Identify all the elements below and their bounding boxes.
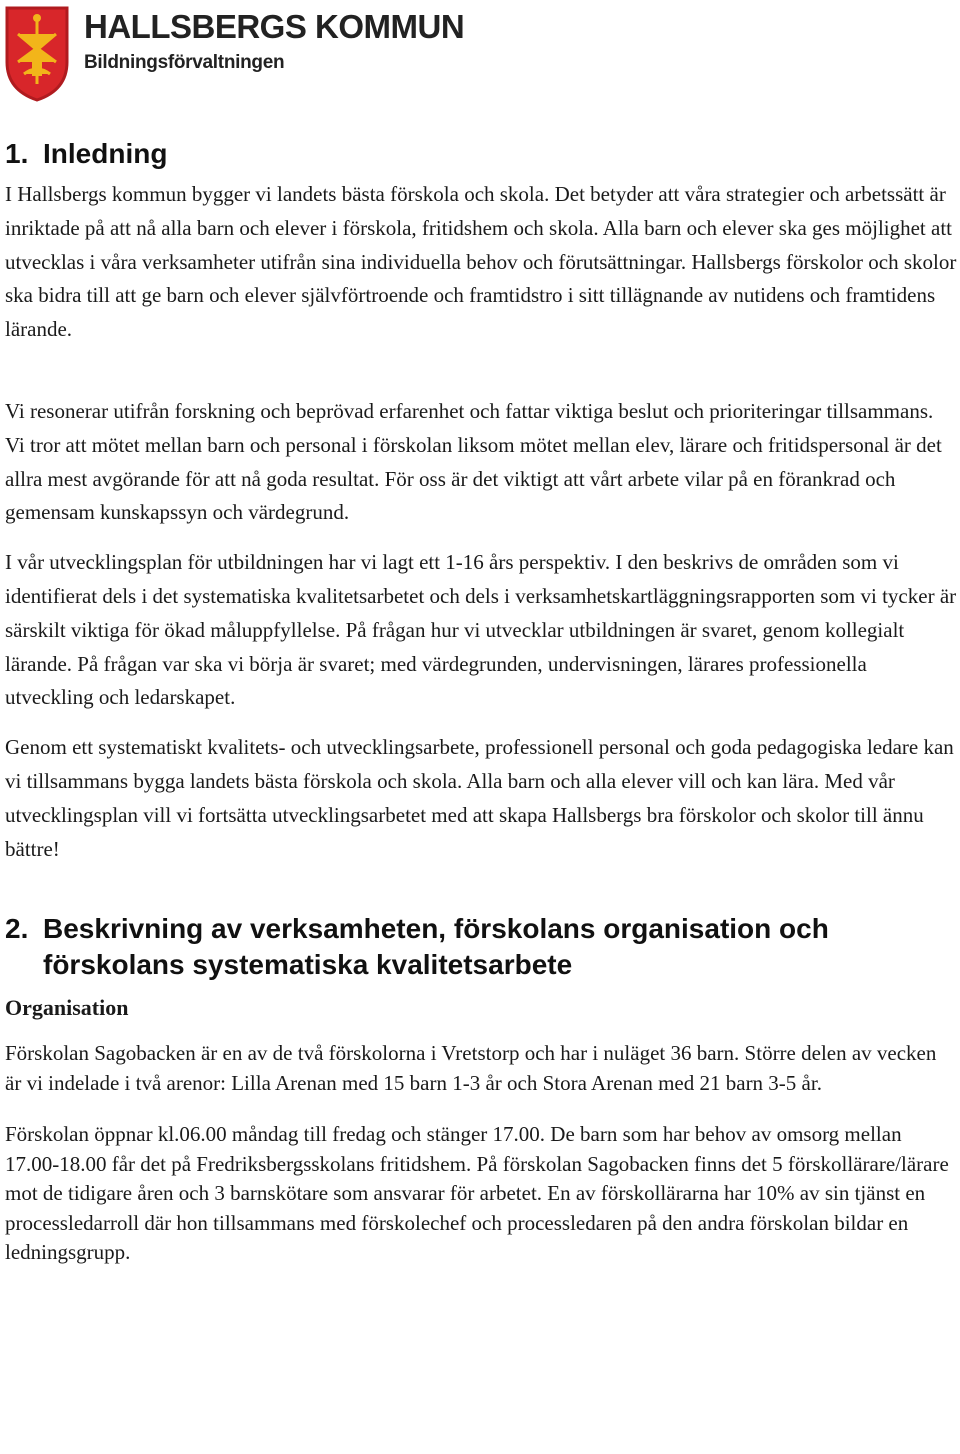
organization-name: HALLSBERGS KOMMUN: [84, 8, 465, 45]
section-title: Inledning: [43, 138, 168, 169]
paragraph: Vi resonerar utifrån forskning och beprövad erfarenhet och fattar viktiga beslut och prioriteringar tillsammans. Vi tror att mötet mellan barn och personal i förskolan liksom mötet mellan elev, lärare och fritidspersonal är det allra mest avgörande för att nå goda resultat. För oss är det viktigt att vårt arbete vilar på en förankrad och gemensam kunskapssyn och värdegrund.: [5, 398, 942, 525]
municipal-crest-icon: [4, 4, 70, 102]
department-name: Bildningsförvaltningen: [84, 52, 285, 73]
document-header: [4, 4, 465, 104]
section-number: 1.: [5, 138, 29, 169]
section-1-heading: [5, 136, 957, 172]
paragraph: I Hallsbergs kommun bygger vi landets bästa förskola och skola. Det betyder att våra strategier och arbetssätt är inriktade på att nå alla barn och elever i förskola, fritidshem och skola. Alla barn och elever ska ges möjlighet att utvecklas i våra verksamheter utifrån sina individuella behov och förutsättningar. Hallsbergs förskolor och skolor ska bidra till att ge barn och elever självförtroende och framtidstro i sitt tillägnande av nutidens och framtidens lärande.: [5, 182, 957, 342]
paragraph: Förskolan öppnar kl.06.00 måndag till fredag och stänger 17.00. De barn som har behov av omsorg mellan 17.00-18.00 får det på Fredriksbergsskolans fritidshem. På förskolan Sagobacken finns det 5 förskollärare/lärare mot de tidigare åren och 3 barnskötare som ansvarar för arbetet. En av förskollärarna har 10% av sin tjänst en processledarroll där hon tillsammans med förskolechef och processledaren på den andra förskolan bildar en ledningsgrupp.: [5, 1122, 949, 1265]
paragraph: Genom ett systematiskt kvalitets- och utvecklingsarbete, professionell personal och goda pedagogiska ledare kan vi tillsammans bygga landets bästa förskola och skola. Alla barn och alla elever vill och kan lära. Med vår utvecklingsplan vill vi fortsätta utvecklingsarbetet med att skapa Hallsbergs bra förskolor och skolor till ännu bättre!: [5, 735, 954, 861]
paragraph: Förskolan Sagobacken är en av de två förskolorna i Vretstorp och har i nuläget 36 barn. Större delen av vecken är vi indelade i två arenor: Lilla Arenan med 15 barn 1-3 år och Stora Arenan med 21 barn 3-5 år.: [5, 1041, 937, 1095]
section-number: 2.: [5, 913, 29, 945]
paragraph: I vår utvecklingsplan för utbildningen har vi lagt ett 1-16 års perspektiv. I den beskrivs de områden som vi identifierat dels i det systematiska kvalitetsarbetet och dels i verksamhetskartläggningsrapporten som vi tycker är särskilt viktiga för ökad måluppfyllelse. På frågan hur vi utvecklar utbildningen är svaret, genom kollegialt lärande. På frågan var ska vi börja är svaret; med värdegrunden, undervisningen, lärares professionella utveckling och ledarskapet.: [5, 550, 957, 710]
section-title: Beskrivning av verksamheten, förskolans organisation och förskolans systematiska kvalitetsarbete: [43, 913, 829, 981]
section-2-heading: [5, 911, 957, 983]
document-body: [5, 136, 957, 1268]
subheading-organisation: Organisation: [5, 995, 129, 1021]
